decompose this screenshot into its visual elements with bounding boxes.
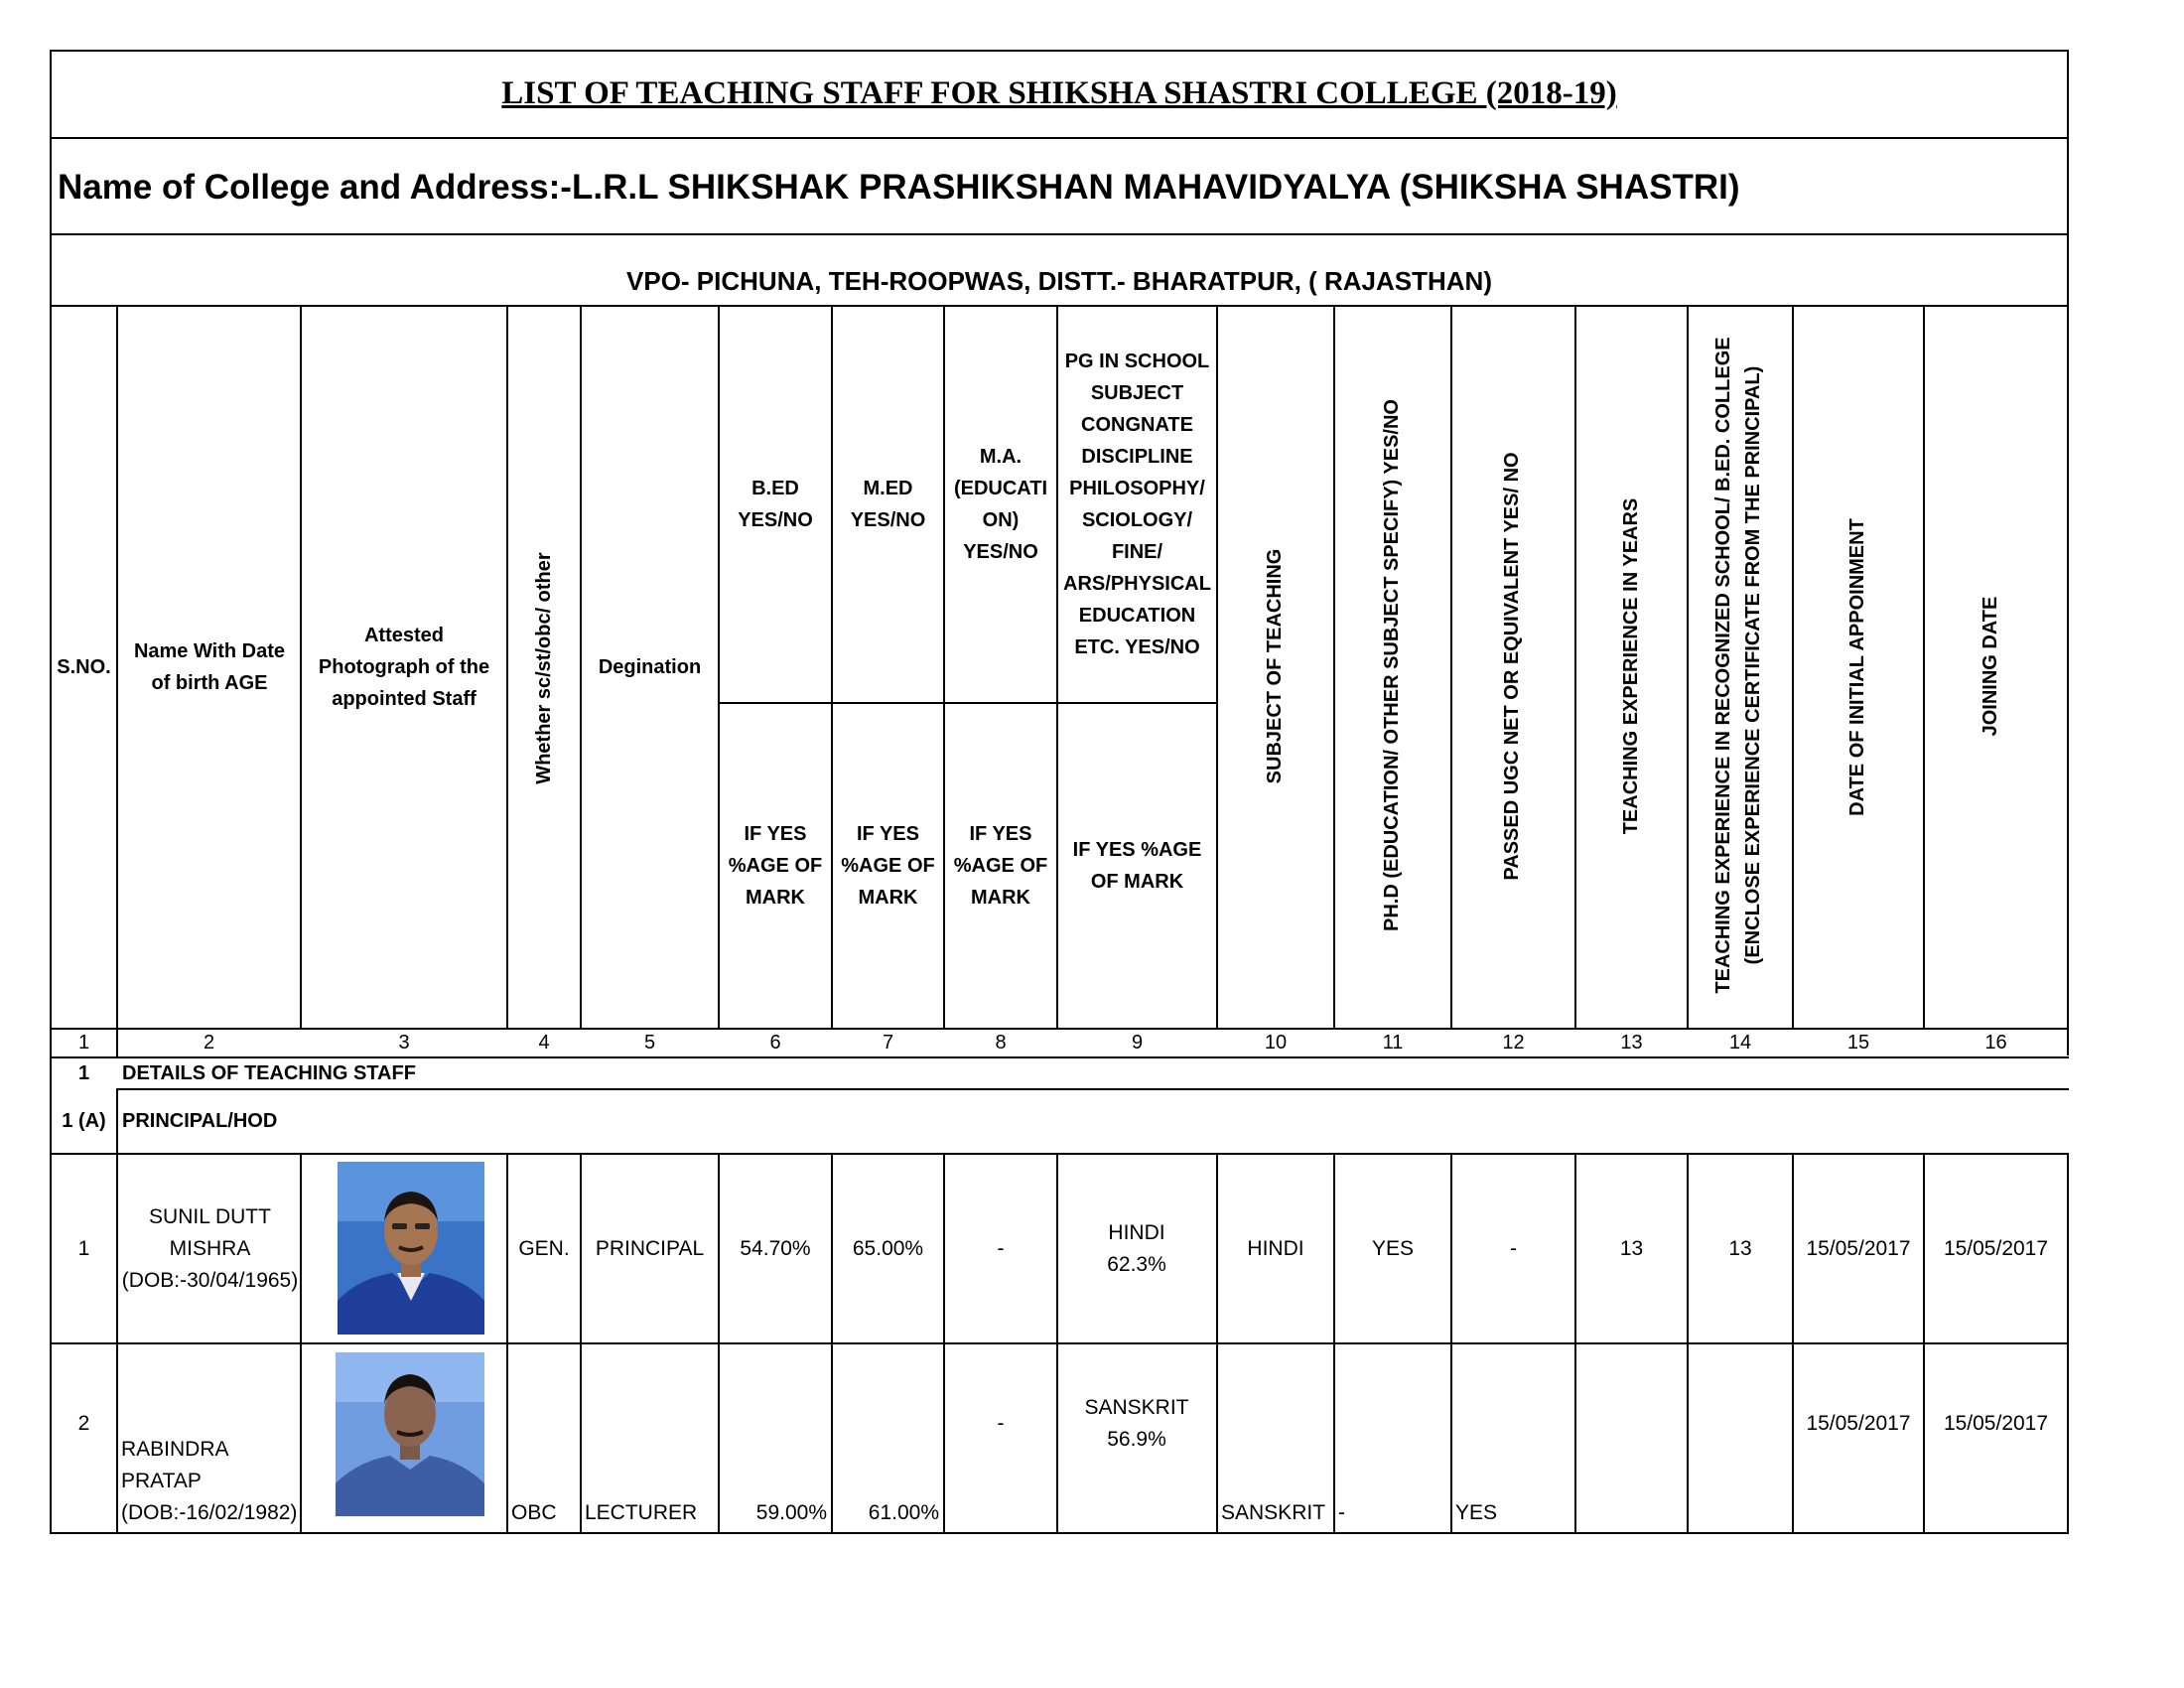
row-category: GEN. — [518, 1236, 570, 1260]
header-pg: PG IN SCHOOL SUBJECT CONGNATE DISCIPLINE PHILOSOPHY/ SCIOLOGY/ FINE/ ARS/PHYSICAL EDUCATION ETC. YES/NO — [1063, 351, 1211, 658]
row-name: SUNIL DUTT MISHRA (DOB:-30/04/1965) — [121, 1204, 299, 1292]
row-ma-marks: - — [997, 1236, 1005, 1260]
column-number: 3 — [398, 1032, 410, 1054]
header-initial-appointment: DATE OF INITIAL APPOINMENT — [1846, 518, 1868, 816]
row-subject: SANSKRIT — [1221, 1501, 1326, 1524]
header-sno: S.NO. — [57, 656, 111, 678]
header-subject: SUBJECT OF TEACHING — [1264, 548, 1286, 784]
header-pg-marks: IF YES %AGE OF MARK — [1072, 839, 1202, 893]
column-number: 16 — [1984, 1032, 2007, 1054]
header-designation: Degination — [598, 656, 702, 678]
row-phd: - — [1338, 1501, 1345, 1524]
subsection-number: 1 (A) — [62, 1110, 106, 1132]
section-label: DETAILS OF TEACHING STAFF — [122, 1061, 416, 1084]
column-number: 1 — [77, 1032, 90, 1054]
header-phd: PH.D (EDUCATION/ OTHER SUBJECT SPECIFY) YES/NO — [1381, 399, 1403, 931]
column-number: 13 — [1620, 1032, 1643, 1054]
column-number: 15 — [1846, 1032, 1870, 1054]
row-bed-marks: 59.00% — [755, 1501, 827, 1524]
row-sno: 2 — [77, 1412, 90, 1435]
header-joining-date: JOINING DATE — [1979, 596, 2001, 737]
document-title: LIST OF TEACHING STAFF FOR SHIKSHA SHASTRI COLLEGE (2018-19) — [501, 74, 1617, 111]
column-number: 9 — [1131, 1032, 1144, 1054]
row-name: RABINDRA PRATAP (DOB:-16/02/1982) — [121, 1438, 298, 1524]
header-bed: B.ED YES/NO — [738, 478, 813, 531]
column-number: 8 — [995, 1032, 1007, 1054]
college-name: Name of College and Address:-L.R.L SHIKSHAK PRASHIKSHAN MAHAVIDYALYA (SHIKSHA SHASTRI) — [58, 168, 1740, 207]
row-net: - — [1510, 1236, 1517, 1260]
header-photo: Attested Photograph of the appointed Staff — [318, 625, 490, 710]
college-address: VPO- PICHUNA, TEH-ROOPWAS, DISTT.- BHARATPUR, ( RAJASTHAN) — [626, 265, 1492, 296]
row-designation: PRINCIPAL — [595, 1236, 705, 1260]
row-ma-marks: - — [997, 1412, 1005, 1435]
staff-photo — [336, 1352, 484, 1516]
row-pg-marks: SANSKRIT 56.9% — [1084, 1396, 1189, 1451]
column-number: 5 — [643, 1032, 656, 1054]
row-subject: HINDI — [1247, 1236, 1304, 1260]
header-net: PASSED UGC NET OR EQUIVALENT YES/ NO — [1501, 452, 1523, 881]
row-category: OBC — [511, 1501, 557, 1524]
header-ma-marks: IF YES %AGE OF MARK — [953, 823, 1048, 909]
header-experience-school-line1: TEACHING EXPERIENCE IN RECOGNIZED SCHOOL/ B.ED. COLLEGE — [1712, 337, 1734, 994]
column-number: 11 — [1382, 1032, 1404, 1054]
row-initial-appointment: 15/05/2017 — [1806, 1236, 1911, 1260]
row-experience-school: 13 — [1728, 1236, 1752, 1260]
row-phd: YES — [1371, 1236, 1415, 1260]
row-joining-date: 15/05/2017 — [1943, 1412, 2049, 1435]
header-med-marks: IF YES %AGE OF MARK — [841, 823, 935, 909]
column-number: 14 — [1728, 1032, 1752, 1054]
row-bed-marks: 54.70% — [740, 1236, 811, 1260]
row-initial-appointment: 15/05/2017 — [1806, 1412, 1911, 1435]
row-designation: LECTURER — [585, 1501, 698, 1524]
column-number: 10 — [1264, 1032, 1288, 1054]
section-number: 1 — [77, 1061, 90, 1084]
header-bed-marks: IF YES %AGE OF MARK — [728, 823, 823, 909]
header-experience: TEACHING EXPERIENCE IN YEARS — [1620, 497, 1642, 835]
row-net: YES — [1455, 1501, 1498, 1524]
column-number: 2 — [203, 1032, 215, 1054]
row-med-marks: 65.00% — [852, 1236, 924, 1260]
row-experience-school — [1689, 1344, 1792, 1503]
column-number: 4 — [538, 1032, 550, 1054]
header-ma: M.A. (EDUCATI ON) YES/NO — [953, 446, 1048, 563]
subsection-label: PRINCIPAL/HOD — [122, 1110, 278, 1132]
staff-photo — [338, 1162, 484, 1335]
row-sno: 1 — [77, 1236, 90, 1260]
header-category: Whether sc/st/obc/ other — [533, 552, 555, 784]
row-experience: 13 — [1619, 1236, 1644, 1260]
header-experience-school-line2: (ENCLOSE EXPERIENCE CERTIFICATE FROM THE PRINCIPAL) — [1742, 365, 1764, 965]
row-med-marks: 61.00% — [868, 1501, 939, 1524]
row-experience — [1576, 1344, 1687, 1503]
header-name: Name With Date of birth AGE — [133, 640, 286, 694]
column-number: 7 — [882, 1032, 894, 1054]
row-joining-date: 15/05/2017 — [1943, 1236, 2049, 1260]
column-number: 6 — [769, 1032, 781, 1054]
row-pg-marks: HINDI 62.3% — [1107, 1220, 1166, 1276]
column-number: 12 — [1502, 1032, 1525, 1054]
header-med: M.ED YES/NO — [850, 478, 926, 531]
